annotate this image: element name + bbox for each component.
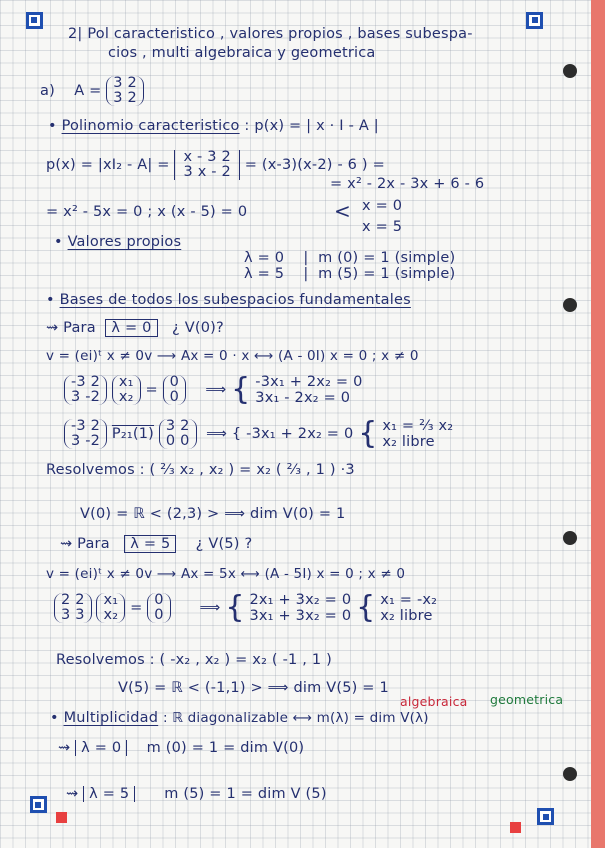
a-equals: A = [74, 83, 102, 99]
poly-lhs: p(x) = |xI₂ - A| = [46, 157, 170, 173]
case-label: ⇝ Para [46, 320, 96, 336]
multiplicity-equality: m (5) = 1 = dim V (5) [164, 786, 327, 802]
equation-system [249, 592, 351, 624]
poly-expansion: = x² - 2x - 3x + 6 - 6 [330, 176, 485, 192]
multiplicity-equality: m (0) = 1 = dim V(0) [146, 740, 305, 756]
det-row: x - 3 2 [183, 149, 231, 165]
section-heading: Multiplicidad [63, 710, 159, 726]
poly-rhs: = (x-3)(x-2) - 6 ) = [244, 157, 385, 173]
eigenvalue: λ = 5 [244, 266, 285, 282]
page-edge [591, 0, 605, 848]
branch-arrow-icon: < [334, 199, 351, 223]
binder-hole [563, 298, 577, 312]
part-label: a) [40, 83, 55, 99]
vector-x [112, 375, 141, 405]
equation-system [255, 374, 362, 406]
matrix [64, 375, 107, 405]
boxed-eigenvalue: λ = 0 [75, 740, 127, 756]
matrix-row: 3 -2 [71, 433, 101, 449]
resolve-line: Resolvemos : ( ²⁄₃ x₂ , x₂ ) = x₂ ( ²⁄₃ , 1 ) ·3 [46, 462, 355, 478]
section-heading: Polinomio caracteristico [61, 118, 240, 134]
equation: -3x₁ + 2x₂ = 0 [255, 374, 363, 390]
matrix-a [106, 76, 144, 106]
matrix-row: 3 3 [61, 607, 85, 623]
multiplicity-line: • Multiplicidad : ℝ diagonalizable ⟷ m(λ) = dim V(λ) [50, 710, 429, 726]
corner-mark-icon [26, 12, 43, 29]
subspace-v0: V(0) = ℝ < (2,3) > ⟹ dim V(0) = 1 [80, 506, 346, 522]
matrix-row: 3 -2 [71, 389, 101, 405]
zero-vector [163, 375, 186, 405]
matrix-row: 3 2 [113, 75, 137, 91]
subspace-question: ¿ V(0)? [172, 320, 224, 336]
determinant [174, 150, 240, 180]
section-heading: Bases de todos los subespacios fundamentales [59, 292, 411, 308]
row-operation: P₂₁(1) [111, 426, 155, 442]
annotation-algebraica: algebraica [400, 694, 468, 709]
solution-row: x₁ = ²⁄₃ x₂ [382, 418, 454, 434]
equation: 3x₁ + 3x₂ = 0 [249, 608, 352, 624]
root: x = 5 [362, 219, 403, 235]
boxed-eigenvalue: λ = 0 [105, 319, 157, 337]
det-row: 3 x - 2 [183, 164, 231, 180]
zero-vector [147, 593, 170, 623]
matrix-row: -3 2 [71, 374, 101, 390]
vector-entry: 0 [169, 389, 180, 405]
vector-entry: 0 [154, 607, 164, 623]
final-check-5: ⇝ λ = 5 m (5) = 1 = dim V (5) [66, 786, 327, 802]
multiplicity-criterion: : ℝ diagonalizable ⟷ m(λ) = dim V(λ) [162, 710, 429, 726]
boxed-eigenvalue: λ = 5 [124, 535, 176, 553]
poly-definition: : p(x) = | x · I - A | [244, 118, 379, 134]
vector-entry: x₁ [118, 374, 134, 390]
brace-icon: { [225, 590, 245, 625]
matrix [159, 419, 197, 449]
root: x = 0 [362, 198, 403, 214]
exercise-title: 2| Pol caracteristico , valores propios , bases subespa- [68, 26, 473, 42]
poly-heading-line: • Polinomio caracteristico : p(x) = | x · I - A | [48, 118, 379, 134]
subspace-v5: V(5) = ℝ < (-1,1) > ⟹ dim V(5) = 1 [118, 680, 389, 696]
matrix-system-2: 2 2 3 3 x₁ x₂ = 0 0 ⟹ { 2x₁ + 3x₂ = 0 3x₁ + 3x₂ = 0 { x₁ = -x₂ x₂ libre [54, 592, 437, 624]
red-square-mark [56, 812, 67, 823]
equation: 2x₁ + 3x₂ = 0 [249, 592, 352, 608]
matrix-definition [40, 76, 144, 106]
solution [382, 418, 453, 450]
case-label: ⇝ Para [60, 536, 110, 552]
reduced-equation: -3x₁ + 2x₂ = 0 [246, 426, 354, 442]
matrix-row: 2 2 [61, 592, 85, 608]
red-square-mark [510, 822, 521, 833]
corner-mark-icon [537, 808, 554, 825]
vector-entry: x₂ [103, 607, 119, 623]
exercise-title-cont: cios , multi algebraica y geometrica [108, 45, 376, 61]
vector-entry: 0 [154, 592, 164, 608]
resolve-line: Resolvemos : ( -x₂ , x₂ ) = x₂ ( -1 , 1 ) [56, 652, 332, 668]
matrix-row: 3 2 [113, 90, 137, 106]
multiplicity: m (0) = 1 (simple) [318, 250, 456, 266]
binder-hole [563, 64, 577, 78]
multiplicity: m (5) = 1 (simple) [318, 266, 456, 282]
solution-row: x₂ libre [382, 434, 435, 450]
vector-x [96, 593, 125, 623]
eigenvalue: λ = 0 [244, 250, 285, 266]
equation: 3x₁ - 2x₂ = 0 [255, 390, 351, 406]
matrix-row: 3 2 [165, 418, 190, 434]
matrix [64, 419, 107, 449]
matrix [54, 593, 92, 623]
binder-hole [563, 767, 577, 781]
matrix-row: 0 0 [165, 433, 190, 449]
final-check-0: ⇝ λ = 0 m (0) = 1 = dim V(0) [58, 740, 305, 756]
case-lambda5 [60, 536, 252, 552]
eigenvector-definition: v = (ei)ᵗ x ≠ 0v ⟶ Ax = 5x ⟷ (A - 5I) x = 0 ; x ≠ 0 [46, 566, 406, 582]
subspace-question: ¿ V(5) ? [195, 536, 253, 552]
section-heading: Valores propios [67, 234, 182, 250]
eigenvalue-list: λ = 0 | m (0) = 1 (simple) λ = 5 | m (5) = 1 (simple) [244, 250, 456, 282]
brace-icon: { [231, 372, 251, 407]
corner-mark-icon [526, 12, 543, 29]
matrix-reduction: -3 2 3 -2 P₂₁(1) 3 2 0 0 ⟹ { -3x₁ + 2x₂ = 0 { x₁ = ²⁄₃ x₂ x₂ libre [64, 418, 453, 450]
solution [380, 592, 437, 624]
vector-entry: x₂ [118, 389, 134, 405]
boxed-eigenvalue: λ = 5 [83, 786, 135, 802]
matrix-row: -3 2 [71, 418, 101, 434]
solution-row: x₂ libre [380, 608, 433, 624]
matrix-system-1: -3 2 3 -2 x₁ x₂ = 0 0 ⟹ { -3x₁ + 2x₂ = 0 3x₁ - 2x₂ = 0 [64, 374, 363, 406]
corner-mark-icon [30, 796, 47, 813]
solution-row: x₁ = -x₂ [380, 592, 438, 608]
brace-icon: { [358, 416, 378, 451]
vector-entry: x₁ [103, 592, 119, 608]
vector-entry: 0 [169, 374, 180, 390]
brace-icon: { [356, 590, 376, 625]
characteristic-equation: = x² - 5x = 0 ; x (x - 5) = 0 [46, 204, 248, 220]
case-lambda0 [46, 320, 224, 336]
eigenvector-definition: v = (ei)ᵗ x ≠ 0v ⟶ Ax = 0 · x ⟷ (A - 0I) x = 0 ; x ≠ 0 [46, 348, 419, 364]
annotation-geometrica: geometrica [490, 692, 564, 707]
eigen-heading-line: • Valores propios [54, 234, 182, 250]
bases-heading-line: • Bases de todos los subespacios fundamentales [46, 292, 411, 308]
binder-hole [563, 531, 577, 545]
